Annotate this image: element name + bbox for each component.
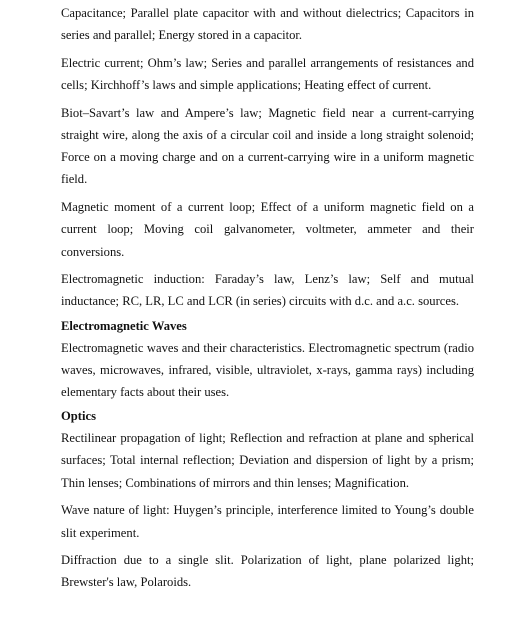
paragraph-rectilinear-propagation: Rectilinear propagation of light; Reflection and refraction at plane and spherical surfaces; Total internal reflection; Deviation and dispersion of light by a prism; Thin lenses; Combinations of mirrors and thin lenses; Magnification. bbox=[61, 431, 474, 490]
paragraph-biot-savart: Biot–Savart’s law and Ampere’s law; Magnetic field near a current-carrying straight wire, along the axis of a circular coil and inside a long straight solenoid; Force on a moving charge and on a current-carrying wire in a uniform magnetic field. bbox=[61, 105, 474, 187]
paragraph-electromagnetic-induction: Electromagnetic induction: Faraday’s law, Lenz’s law; Self and mutual inductance; RC, LR, LC and LCR (in series) circuits with d.c. and a.c. sources. bbox=[61, 272, 474, 309]
paragraph-wave-nature: Wave nature of light: Huygen’s principle, interference limited to Young’s double slit experiment. bbox=[61, 503, 474, 540]
heading-electromagnetic-waves: Electromagnetic Waves bbox=[61, 318, 187, 333]
heading-optics: Optics bbox=[61, 409, 96, 424]
document-page bbox=[61, 2, 474, 599]
paragraph-diffraction: Diffraction due to a single slit. Polarization of light, plane polarized light; Brewster's law, Polaroids. bbox=[61, 553, 474, 590]
paragraph-magnetic-moment: Magnetic moment of a current loop; Effect of a uniform magnetic field on a current loop; Moving coil galvanometer, voltmeter, ammeter and their conversions. bbox=[61, 200, 474, 259]
paragraph-capacitance: Capacitance; Parallel plate capacitor with and without dielectrics; Capacitors in series and parallel; Energy stored in a capacitor. bbox=[61, 6, 474, 43]
paragraph-electric-current: Electric current; Ohm’s law; Series and parallel arrangements of resistances and cells; Kirchhoff’s laws and simple applications; Heating effect of current. bbox=[61, 55, 474, 93]
paragraph-em-waves: Electromagnetic waves and their characteristics. Electromagnetic spectrum (radio waves, microwaves, infrared, visible, ultraviolet, x-rays, gamma rays) including elementary facts about their uses. bbox=[61, 340, 474, 400]
